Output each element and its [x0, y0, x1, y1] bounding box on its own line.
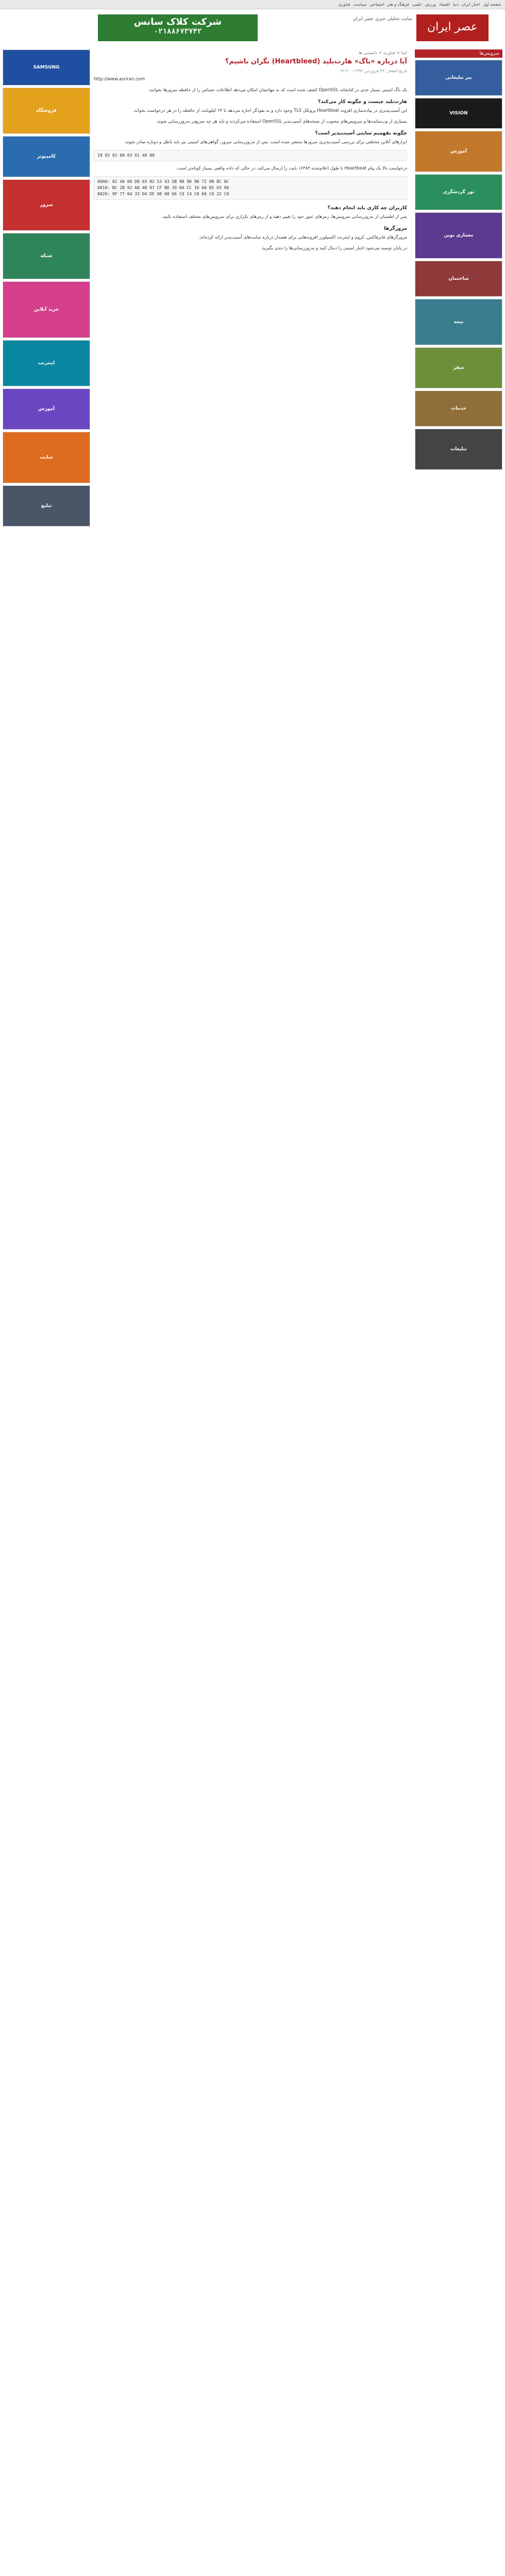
nav-item-economy[interactable]: اقتصاد: [439, 2, 450, 7]
header-banner-ad[interactable]: [98, 14, 258, 41]
left-ad-6[interactable]: خرید آنلاین: [3, 281, 90, 338]
nav-item-tech[interactable]: فناوری: [338, 2, 350, 7]
section-heading: هارت‌بلید چیست و چگونه کار می‌کند؟: [318, 99, 407, 105]
site-header: [0, 11, 505, 45]
top-nav: [0, 0, 505, 9]
article: [94, 49, 407, 2576]
right-ad-5[interactable]: معماری نوین: [415, 212, 502, 259]
left-ad-9[interactable]: سایت: [3, 432, 90, 483]
nav-item-world[interactable]: دنیا: [453, 2, 459, 7]
article-paragraph: ابزارهای آنلاین مختلفی برای بررسی آسیب‌پذیری سرورها منتشر شده است. پس از به‌روزرسانی سرور، گواهی‌های امنیتی نیز باید باطل و دوباره صادر شوند.: [124, 140, 407, 145]
nav-item-sport[interactable]: ورزش: [425, 2, 436, 7]
nav-item-iran[interactable]: اخبار ایران: [461, 2, 480, 7]
code-block: 0000: 02 40 00 D8 03 02 53 43 5B 90 9D 9B 72 0B BC 0C 0010: BC 2B 92 A8 48 97 CF BD 39 04 CC 16 0A 85 03 90 0020: 9F 77 04 33 D4 DE 00 00 66 C0 14 C0 0A C0 22 C0: [94, 176, 407, 200]
right-ad-1[interactable]: بنر تبلیغاتی: [415, 60, 502, 96]
right-ad-2[interactable]: VISION: [415, 98, 502, 129]
right-ad-4[interactable]: تور گردشگری: [415, 174, 502, 210]
article-paragraph: پس از اطمینان از به‌روزرسانی سرویس‌ها، رمزهای عبور خود را تغییر دهید و از رمزهای تکراری برای سرویس‌های مختلف استفاده نکنید.: [161, 214, 407, 219]
section-heading: مرورگرها: [384, 226, 407, 231]
nav-item-politics[interactable]: سیاست: [353, 2, 367, 7]
article-date: تاریخ انتشار: ۲۳ فروردین ۱۳۹۳ - ۱۲:۳۰: [340, 69, 407, 73]
right-ad-3[interactable]: آموزش: [415, 131, 502, 172]
article-paragraph: درخواست بالا یک پیام Heartbeat با طول اعلام‌شده ۱۶۳۸۴ بایت را ارسال می‌کند، در حالی که داده واقعی بسیار کوتاه‌تر است.: [176, 166, 407, 171]
article-paragraph: در پایان توصیه می‌شود اخبار امنیتی را دنبال کنید و به‌روزرسانی‌ها را جدی بگیرید.: [261, 246, 407, 251]
article-paragraph: بسیاری از وب‌سایت‌ها و سرویس‌های محبوب از نسخه‌های آسیب‌پذیر OpenSSL استفاده می‌کردند و باید هر چه سریع‌تر به‌روزرسانی شوند.: [156, 119, 407, 124]
section-heading: چگونه بفهمیم سایتی آسیب‌پذیر است؟: [315, 130, 407, 136]
section-heading: کاربران چه کاری باید انجام دهند؟: [327, 205, 407, 211]
left-ad-5[interactable]: شبکه: [3, 233, 90, 279]
right-ad-10[interactable]: تبلیغات: [415, 429, 502, 470]
left-ad-1[interactable]: SAMSUNG: [3, 49, 90, 86]
left-ad-4[interactable]: سرور: [3, 179, 90, 231]
left-ad-8[interactable]: آموزش: [3, 388, 90, 430]
right-ad-9[interactable]: خدمات: [415, 391, 502, 427]
nav-item-culture[interactable]: فرهنگ و هنر: [387, 2, 409, 7]
article-paragraph: یک باگ امنیتی بسیار جدی در کتابخانه OpenSSL کشف شده است که به مهاجمان امکان می‌دهد اطلاعات حساس را از حافظه سرورها بخوانند.: [148, 88, 407, 93]
left-ad-7[interactable]: اینترنت: [3, 340, 90, 386]
code-block: 18 03 02 00 03 01 40 00: [94, 150, 407, 161]
site-logo[interactable]: عصر ایران: [416, 14, 489, 41]
right-sidebar: [412, 49, 505, 688]
nav-item-social[interactable]: اجتماعی: [369, 2, 384, 7]
nav-item-home[interactable]: صفحه اول: [483, 2, 501, 7]
left-sidebar: [0, 49, 93, 596]
header-ad-phone: ۰۲۱۸۸۶۷۳۷۴۲: [154, 27, 202, 36]
nav-item-science[interactable]: علمی: [412, 2, 422, 7]
article-link[interactable]: http://www.asriran.com: [94, 77, 145, 82]
right-ad-7[interactable]: بیمه: [415, 299, 502, 345]
right-ad-8[interactable]: سفر: [415, 347, 502, 388]
left-ad-3[interactable]: کامپیوتر: [3, 136, 90, 177]
right-sidebar-title: سرویس‌ها: [415, 49, 502, 58]
article-paragraph: این آسیب‌پذیری در پیاده‌سازی افزونه Heartbeat پروتکل TLS وجود دارد و به نفوذگر اجازه می‌دهد تا ۶۴ کیلوبایت از حافظه را در هر درخواست بخواند.: [133, 108, 407, 113]
article-title: آیا درباره «باگ» هارت‌بلید (Heartbleed) نگران باشیم؟: [225, 58, 407, 65]
header-ad-title: شرکت کلاک سانس: [133, 16, 222, 27]
right-ad-6[interactable]: ساختمان: [415, 261, 502, 297]
left-ad-2[interactable]: فروشگاه: [3, 88, 90, 134]
site-tagline: سایت تحلیلی خبری عصر ایران: [352, 16, 412, 22]
left-ad-10[interactable]: تبلیغ: [3, 485, 90, 527]
breadcrumb[interactable]: ایتنا > فناوری > دانستنی ها: [359, 50, 407, 55]
article-paragraph: مرورگرهای فایرفاکس، کروم و اینترنت اکسپلورر افزونه‌هایی برای هشدار درباره سایت‌های آسیب‌پذیر ارائه کرده‌اند.: [198, 235, 407, 240]
